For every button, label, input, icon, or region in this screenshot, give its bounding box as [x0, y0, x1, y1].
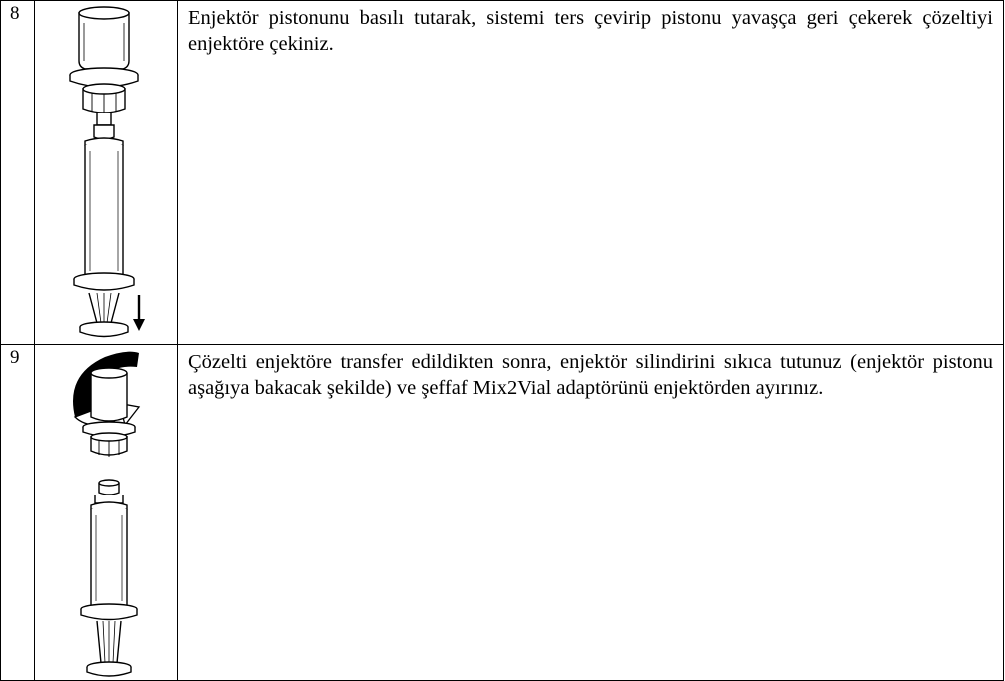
step-text: Çözelti enjektöre transfer edildikten sonra, enjektör silindirini sıkıca tutunuz (enjektör pistonu aşağıya bakacak şekilde) ve şeffaf Mix2Vial adaptörünü enjektörden ayırınız. — [178, 345, 1004, 681]
inverted-vial-syringe-pull-plunger-icon — [35, 1, 177, 344]
step-row — [1, 345, 1004, 681]
step-row — [1, 1, 1004, 345]
arrow-down-icon — [133, 295, 145, 331]
detach-adapter-from-syringe-icon — [35, 345, 177, 680]
step-number: 9 — [1, 345, 35, 681]
step-text: Enjektör pistonunu basılı tutarak, sistemi ters çevirip pistonu yavaşça geri çekerek çözeltiyi enjektöre çekiniz. — [178, 1, 1004, 345]
step-number: 8 — [1, 1, 35, 345]
step-illustration — [35, 345, 178, 681]
step-illustration — [35, 1, 178, 345]
